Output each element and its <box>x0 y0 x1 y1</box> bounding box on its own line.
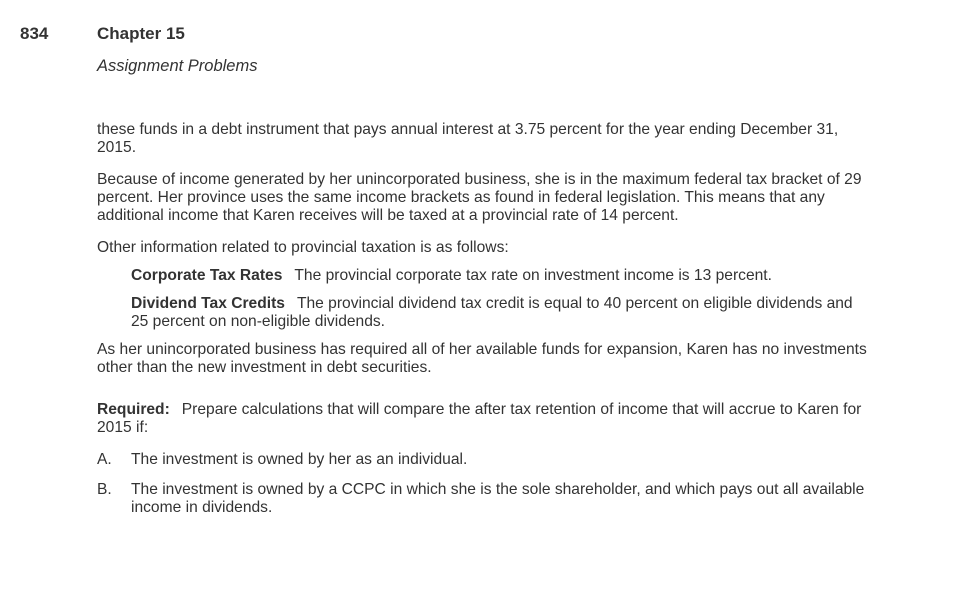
section-title: Assignment Problems <box>97 57 258 75</box>
list-item <box>97 481 867 517</box>
list-item <box>97 451 867 469</box>
term-label: Dividend Tax Credits <box>131 295 285 312</box>
paragraph: Because of income generated by her unincorporated business, she is in the maximum federal tax bracket of 29 percent. Her province uses the same income brackets as found in federal legislation. This means that any additional income that Karen receives will be taxed at a provincial rate of 14 percent. <box>97 171 862 224</box>
chapter-title: Chapter 15 <box>97 24 185 43</box>
required <box>97 401 867 437</box>
list-text: The investment is owned by a CCPC in which she is the sole shareholder, and which pays out all available income in dividends. <box>131 481 865 516</box>
body-text <box>97 121 867 529</box>
list-text: The investment is owned by her as an individual. <box>131 451 468 468</box>
corporate-tax-rates <box>131 267 867 285</box>
list-marker: A. <box>97 451 112 468</box>
paragraph: As her unincorporated business has required all of her available funds for expansion, Karen has no investments other than the new investment in debt securities. <box>97 341 867 376</box>
paragraph: Other information related to provincial taxation is as follows: <box>97 239 509 256</box>
paragraph: these funds in a debt instrument that pays annual interest at 3.75 percent for the year ending December 31, 2015. <box>97 121 839 156</box>
dividend-tax-credits <box>131 295 867 331</box>
page-number: 834 <box>20 24 49 43</box>
term-text: The provincial corporate tax rate on investment income is 13 percent. <box>294 267 772 284</box>
required-text: Prepare calculations that will compare the after tax retention of income that will accrue to Karen for 2015 if: <box>97 401 862 436</box>
required-label: Required: <box>97 401 170 418</box>
list-marker: B. <box>97 481 112 498</box>
term-label: Corporate Tax Rates <box>131 267 283 284</box>
term-text: The provincial dividend tax credit is equal to 40 percent on eligible dividends and 25 percent on non-eligible dividends. <box>131 295 853 330</box>
